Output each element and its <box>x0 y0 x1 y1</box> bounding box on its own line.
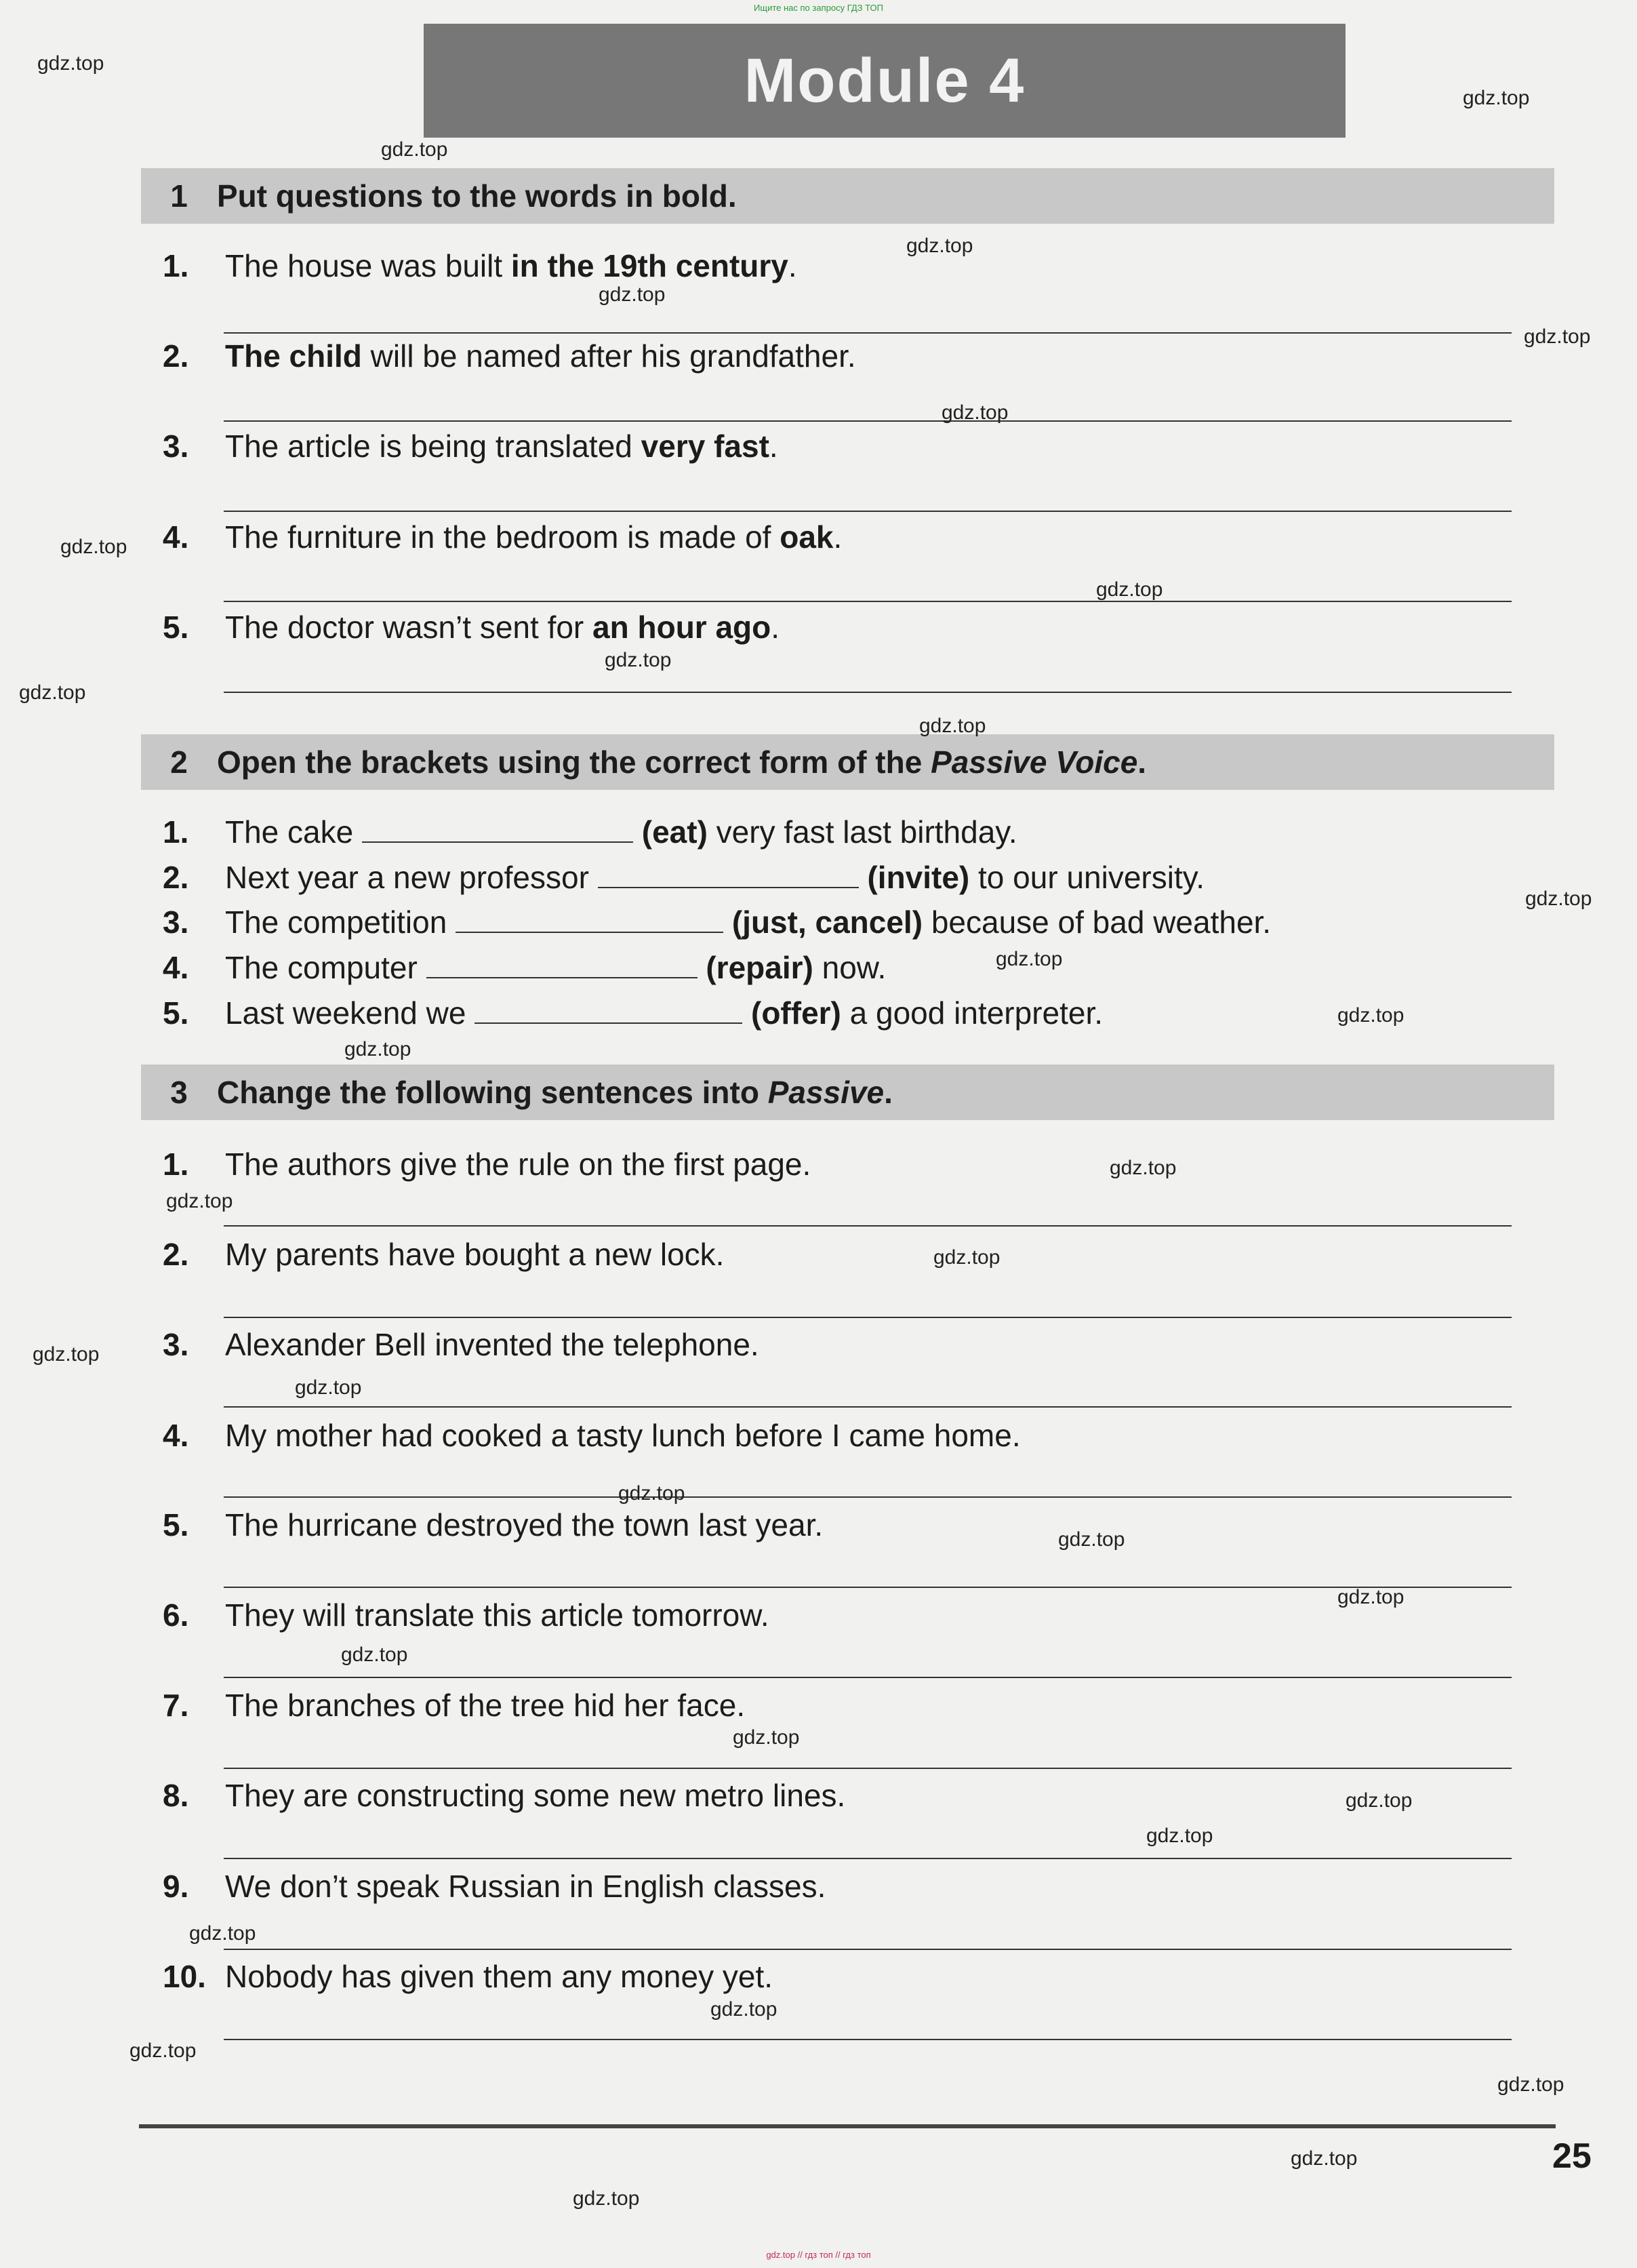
watermark: gdz.top <box>573 2187 640 2210</box>
answer-line[interactable] <box>224 1768 1512 1769</box>
section-2-header <box>141 734 1554 790</box>
item-text: now. <box>813 950 887 985</box>
answer-line[interactable] <box>224 1317 1512 1318</box>
item-text: The cake <box>225 814 362 850</box>
item-number: 3. <box>163 1327 189 1362</box>
item-text: a good interpreter. <box>841 995 1104 1031</box>
watermark: gdz.top <box>295 1376 362 1399</box>
item-text: Nobody has given them any money yet. <box>225 1959 773 1994</box>
watermark: gdz.top <box>710 1998 777 2021</box>
section-title: Put questions to the words in bold. <box>217 178 737 214</box>
item-number: 3. <box>163 429 189 464</box>
answer-line[interactable] <box>224 1406 1512 1408</box>
watermark: gdz.top <box>996 948 1063 970</box>
fill-blank[interactable] <box>362 835 633 843</box>
section-number: 2 <box>170 744 188 780</box>
exercise-item <box>163 1868 826 1905</box>
item-bold: an hour ago <box>592 610 771 645</box>
item-bold: (invite) <box>867 860 970 895</box>
watermark: gdz.top <box>733 1726 800 1749</box>
watermark: gdz.top <box>1146 1825 1213 1847</box>
watermark: gdz.top <box>381 138 448 161</box>
item-text: Last weekend we <box>225 995 475 1031</box>
item-text: The authors give the rule on the first page. <box>225 1147 811 1182</box>
watermark: gdz.top <box>618 1482 685 1505</box>
item-number: 6. <box>163 1597 189 1633</box>
watermark: gdz.top <box>1058 1528 1125 1551</box>
footer-rule <box>139 2124 1556 2128</box>
item-text: because of bad weather. <box>923 904 1272 940</box>
watermark: gdz.top <box>605 649 672 671</box>
watermark: gdz.top <box>129 2040 197 2062</box>
fill-blank[interactable] <box>426 970 698 978</box>
answer-line[interactable] <box>224 1225 1512 1227</box>
watermark: gdz.top <box>906 235 973 257</box>
item-number: 4. <box>163 950 189 985</box>
item-bold: (repair) <box>706 950 813 985</box>
answer-line[interactable] <box>224 692 1512 693</box>
item-number: 8. <box>163 1778 189 1813</box>
exercise-item <box>163 859 1205 896</box>
watermark: gdz.top <box>1525 888 1592 910</box>
item-text: will be named after his grandfather. <box>361 338 856 374</box>
item-text: The house was built <box>225 248 511 283</box>
answer-line[interactable] <box>224 511 1512 512</box>
exercise-item <box>163 814 1017 850</box>
section-3-header <box>141 1065 1554 1120</box>
exercise-item <box>163 1597 769 1633</box>
item-text: The hurricane destroyed the town last year. <box>225 1507 824 1543</box>
item-text: They will translate this article tomorrow. <box>225 1597 769 1633</box>
exercise-item <box>163 995 1103 1031</box>
item-number: 1. <box>163 814 189 850</box>
exercise-item <box>163 1958 773 1995</box>
watermark: gdz.top <box>341 1644 408 1666</box>
item-number: 5. <box>163 610 189 645</box>
item-text: The doctor wasn’t sent for <box>225 610 593 645</box>
watermark: gdz.top <box>1497 2073 1564 2096</box>
watermark: gdz.top <box>344 1038 411 1060</box>
fill-blank[interactable] <box>456 925 723 933</box>
item-text: . <box>769 429 778 464</box>
item-text: Alexander Bell invented the telephone. <box>225 1327 759 1362</box>
answer-line[interactable] <box>224 2039 1512 2040</box>
item-text: My mother had cooked a tasty lunch before I came home. <box>225 1418 1021 1453</box>
watermark: gdz.top <box>19 681 86 704</box>
exercise-item <box>163 1777 845 1814</box>
watermark: gdz.top <box>1096 578 1163 601</box>
item-text: The competition <box>225 904 456 940</box>
section-1-header <box>141 168 1554 224</box>
item-bold: (offer) <box>751 995 841 1031</box>
item-bold: in the 19th century <box>510 248 788 283</box>
watermark: gdz.top <box>37 52 104 75</box>
fill-blank[interactable] <box>598 880 859 888</box>
item-text: The branches of the tree hid her face. <box>225 1688 746 1723</box>
exercise-item <box>163 519 842 555</box>
item-number: 5. <box>163 995 189 1031</box>
item-text: very fast last birthday. <box>707 814 1017 850</box>
item-text: My parents have bought a new lock. <box>225 1237 725 1272</box>
item-bold: oak <box>780 519 834 555</box>
item-text: We don’t speak Russian in English classes. <box>225 1869 826 1904</box>
item-number: 9. <box>163 1869 189 1904</box>
watermark: gdz.top <box>1291 2147 1358 2170</box>
exercise-item <box>163 1687 745 1724</box>
watermark: gdz.top <box>919 715 986 737</box>
exercise-item <box>163 904 1271 940</box>
section-title: Open the brackets using the correct form of the Passive Voice. <box>217 744 1147 780</box>
answer-line[interactable] <box>224 420 1512 422</box>
item-text: . <box>788 248 797 283</box>
item-number: 2. <box>163 1237 189 1272</box>
fill-blank[interactable] <box>474 1016 742 1024</box>
item-bold: (just, cancel) <box>731 904 923 940</box>
item-bold: The child <box>225 338 362 374</box>
exercise-item <box>163 949 886 986</box>
exercise-item <box>163 609 780 645</box>
watermark: gdz.top <box>33 1343 100 1366</box>
watermark: gdz.top <box>933 1246 1001 1269</box>
item-number: 1. <box>163 248 189 283</box>
exercise-item <box>163 1236 724 1273</box>
watermark: gdz.top <box>1110 1157 1177 1179</box>
item-number: 4. <box>163 519 189 555</box>
answer-line[interactable] <box>224 1858 1512 1859</box>
watermark: gdz.top <box>599 283 666 306</box>
answer-line[interactable] <box>224 601 1512 602</box>
top-note: Ищите нас по запросу ГДЗ ТОП <box>754 3 883 13</box>
item-number: 2. <box>163 860 189 895</box>
watermark: gdz.top <box>1524 325 1591 348</box>
watermark: gdz.top <box>1463 87 1530 109</box>
item-text: . <box>833 519 843 555</box>
item-number: 10. <box>163 1959 206 1994</box>
answer-line[interactable] <box>224 1496 1512 1498</box>
watermark: gdz.top <box>1346 1789 1413 1812</box>
item-number: 3. <box>163 904 189 940</box>
section-number: 1 <box>170 178 188 214</box>
exercise-item <box>163 428 778 464</box>
exercise-item <box>163 1146 811 1182</box>
module-banner <box>424 24 1346 138</box>
exercise-item <box>163 1417 1021 1454</box>
bottom-note: gdz.top // гдз топ // гдз топ <box>766 2250 871 2260</box>
item-number: 4. <box>163 1418 189 1453</box>
item-number: 2. <box>163 338 189 374</box>
module-title: Module 4 <box>744 45 1026 115</box>
answer-line[interactable] <box>224 1587 1512 1588</box>
page-number: 25 <box>1552 2136 1592 2176</box>
item-text: The furniture in the bedroom is made of <box>225 519 780 555</box>
item-text: The computer <box>225 950 426 985</box>
item-bold: very fast <box>641 429 769 464</box>
watermark: gdz.top <box>1337 1586 1404 1608</box>
watermark: gdz.top <box>166 1190 233 1212</box>
item-bold: (eat) <box>641 814 708 850</box>
item-text: They are constructing some new metro lines. <box>225 1778 846 1813</box>
item-number: 5. <box>163 1507 189 1543</box>
section-title: Change the following sentences into Passive. <box>217 1075 893 1110</box>
item-number: 7. <box>163 1688 189 1723</box>
exercise-item <box>163 1326 759 1363</box>
answer-line[interactable] <box>224 1677 1512 1678</box>
exercise-item <box>163 247 797 284</box>
exercise-item <box>163 338 856 374</box>
item-text: to our university. <box>969 860 1205 895</box>
answer-line[interactable] <box>224 332 1512 334</box>
item-text: The article is being translated <box>225 429 641 464</box>
watermark: gdz.top <box>1337 1004 1404 1027</box>
item-text: Next year a new professor <box>225 860 598 895</box>
exercise-item <box>163 1507 823 1543</box>
item-number: 1. <box>163 1147 189 1182</box>
item-text: . <box>771 610 780 645</box>
watermark: gdz.top <box>942 401 1009 424</box>
watermark: gdz.top <box>60 536 127 558</box>
watermark: gdz.top <box>189 1922 256 1945</box>
section-number: 3 <box>170 1075 188 1110</box>
answer-line[interactable] <box>224 1949 1512 1950</box>
